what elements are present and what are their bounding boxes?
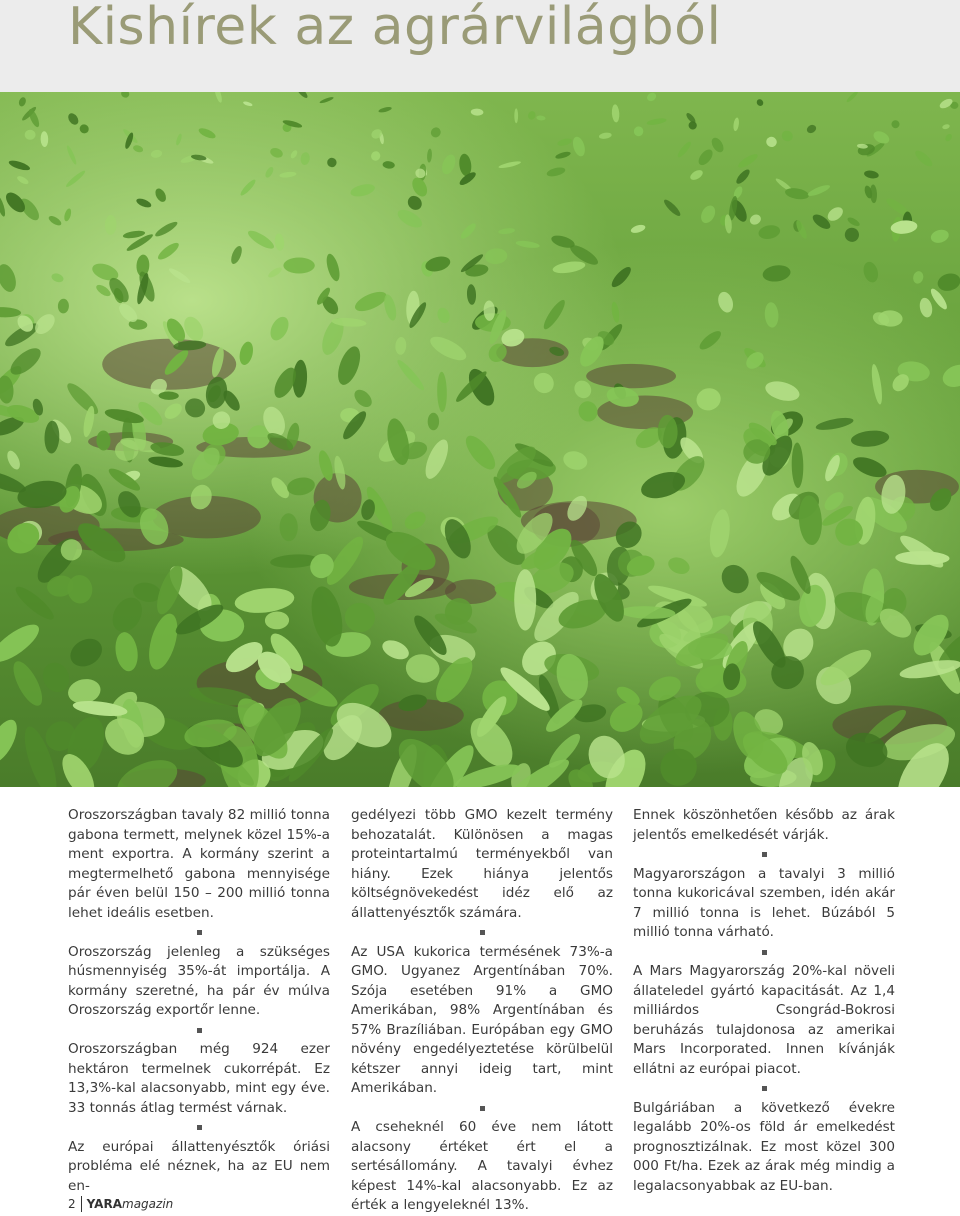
article-column-1 [68,806,330,1196]
magazine-brand: YARA [86,1197,122,1211]
magazine-name: magazin [122,1197,174,1211]
foliage-illustration [0,92,960,787]
article-column-3 [633,806,895,1196]
sugar-beet-field-photo [0,92,960,787]
news-item: Bulgáriában a következő évekre legalább 20%-os föld ár emelkedést prognosztizálnak. Ez most közel 300 000 Ft/ha. Ezek az árak még mindig a legalacsonyabbak az EU-ban. [633,1099,895,1194]
news-item: Ennek köszönhetően később az árak jelentős emelkedését várják. [633,807,895,843]
bullet-separator [633,943,895,963]
bullet-separator [68,1118,330,1138]
news-item: Oroszország jelenleg a szükséges húsmennyiség 35%-át importálja. A kormány szeretné, ha pár év múlva Oroszország exportőr lenne. [68,943,330,1018]
bullet-separator [68,1021,330,1041]
page-footer [68,1194,173,1214]
news-item: Magyarországon a tavalyi 3 millió tonna kukoricával szemben, idén akár 7 millió tonna is lehet. Búzából 5 millió tonna várható. [633,865,895,940]
news-item: A cseheknél 60 éve nem látott alacsony értéket ért el a sertésállomány. A tavalyi évhez képest 14%-kal alacsonyabb. Ez az érték a lengyeleknél 13%. [351,1119,613,1213]
news-item: gedélyezi több GMO kezelt termény behozatalát. Különösen a magas proteintartalmú terményekből van hiány. Ezek hiánya jelentős költségnövekedést idéz elő az állattenyésztők számára. [351,807,613,921]
news-item: Az európai állattenyésztők óriási probléma elé néznek, ha az EU nem en- [68,1138,330,1194]
news-item: Az USA kukorica termésének 73%-a GMO. Ugyanez Argentínában 70%. Szója esetében 91% a GMO Amerikában, 98% Argentínában és 57% Brazíliában. Európában egy GMO növény engedélyeztetése körülbelül kétszer annyi ideig tart, mint Amerikában. [351,943,613,1096]
news-item: Oroszországban tavaly 82 millió tonna gabona termett, melynek közel 15%-a ment exportra. A kormány szerint a megtermelhető gabona mennyisége pár éven belül 150 – 200 millió tonna lehet ideális esetben. [68,807,330,921]
bullet-separator [351,1099,613,1119]
page-header [0,0,960,92]
page-title: Kishírek az agrárvilágból [68,0,722,57]
news-item: Oroszországban még 924 ezer hektáron termelnek cukorrépát. Ez 13,3%-kal alacsonyabb, mint egy éve. 33 tonnás átlag termést várnak. [68,1041,330,1116]
article-column-2 [351,806,613,1216]
page-number: 2 [68,1196,82,1212]
bullet-separator [633,845,895,865]
news-item: A Mars Magyarország 20%-kal növeli állateledel gyártó kapacitását. Az 1,4 milliárdos Csongrád-Bokrosi beruházás tulajdonosa az amerikai Mars Incorporated. Innen kívánják ellátni az európai piacot. [633,963,895,1077]
bullet-separator [351,923,613,943]
bullet-separator [633,1079,895,1099]
bullet-separator [68,923,330,943]
